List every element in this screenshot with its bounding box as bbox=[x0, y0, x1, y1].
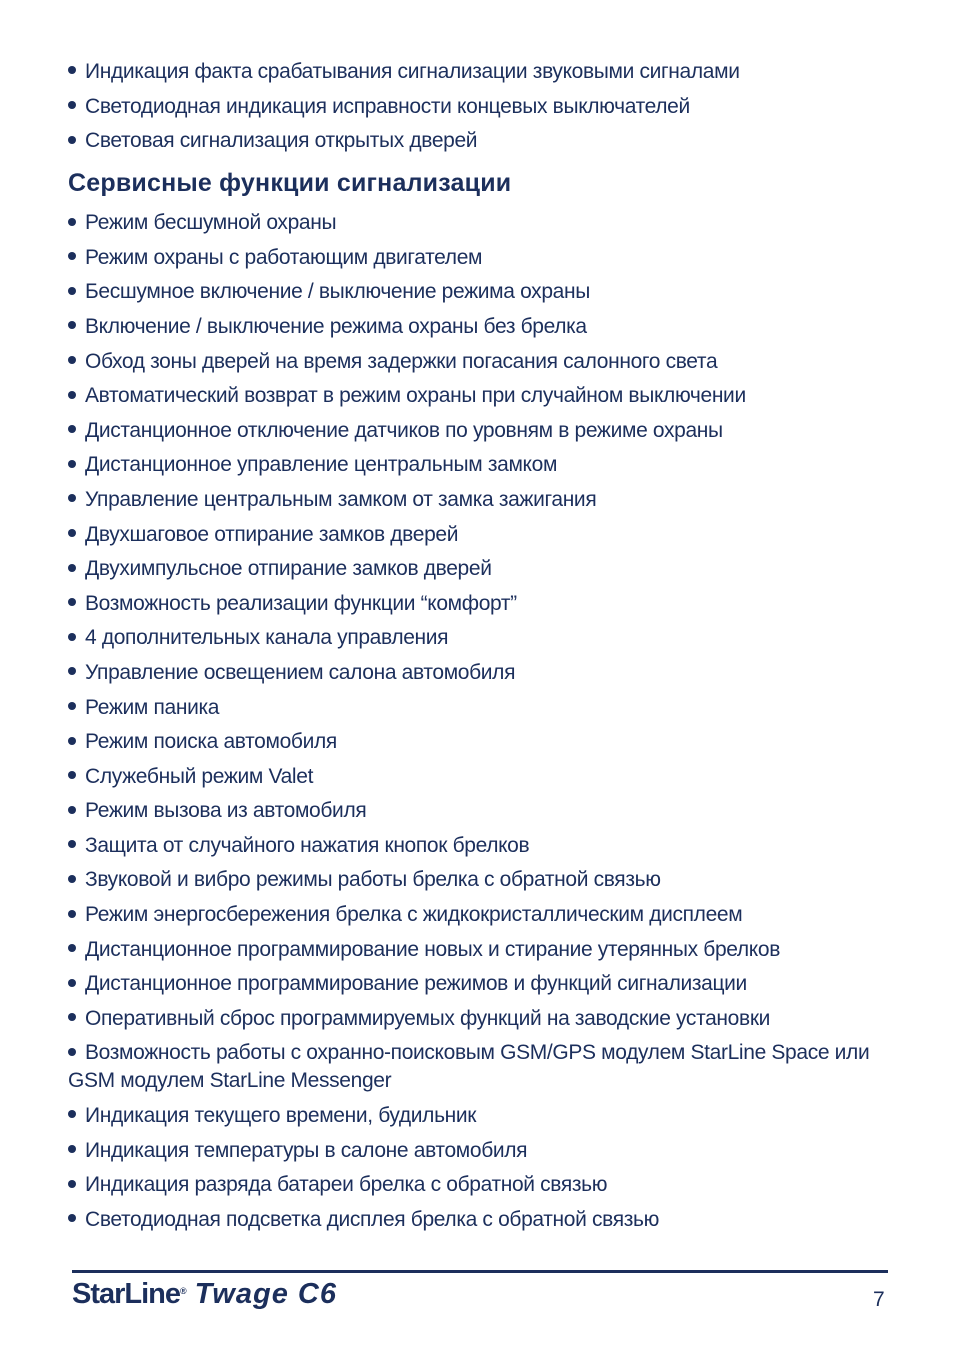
bullet-icon bbox=[68, 901, 85, 929]
bullet-icon bbox=[68, 694, 85, 722]
brand-logo bbox=[72, 1278, 337, 1311]
page-number: 7 bbox=[873, 1288, 885, 1311]
top-feature-list bbox=[68, 58, 898, 155]
brand-name: StarLine bbox=[72, 1278, 181, 1310]
list-item: Включение / выключение режима охраны без брелка bbox=[68, 313, 898, 341]
bullet-icon bbox=[68, 1206, 85, 1234]
list-item: Служебный режим Valet bbox=[68, 763, 898, 791]
bullet-icon bbox=[68, 763, 85, 791]
bullet-icon bbox=[68, 278, 85, 306]
bullet-icon bbox=[68, 486, 85, 514]
bullet-icon bbox=[68, 659, 85, 687]
service-feature-list bbox=[68, 209, 898, 1234]
list-item: Дистанционное программирование новых и стирание утерянных брелков bbox=[68, 936, 898, 964]
list-item: Светодиодная подсветка дисплея брелка с обратной связью bbox=[68, 1206, 898, 1234]
bullet-icon bbox=[68, 590, 85, 618]
list-item: 4 дополнительных канала управления bbox=[68, 624, 898, 652]
bullet-icon bbox=[68, 313, 85, 341]
bullet-icon bbox=[68, 58, 85, 86]
bullet-icon bbox=[68, 417, 85, 445]
bullet-icon bbox=[68, 521, 85, 549]
bullet-icon bbox=[68, 1039, 85, 1067]
bullet-icon bbox=[68, 936, 85, 964]
page-content bbox=[68, 58, 898, 1240]
list-item: Возможность реализации функции “комфорт” bbox=[68, 590, 898, 618]
list-item: Режим вызова из автомобиля bbox=[68, 797, 898, 825]
list-item: Управление центральным замком от замка зажигания bbox=[68, 486, 898, 514]
list-item: Индикация текущего времени, будильник bbox=[68, 1102, 898, 1130]
list-item: Звуковой и вибро режимы работы брелка с обратной связью bbox=[68, 866, 898, 894]
list-item: Индикация разряда батареи брелка с обратной связью bbox=[68, 1171, 898, 1199]
list-item: Режим энергосбережения брелка с жидкокристаллическим дисплеем bbox=[68, 901, 898, 929]
list-item: Двухшаговое отпирание замков дверей bbox=[68, 521, 898, 549]
list-item: Обход зоны дверей на время задержки погасания салонного света bbox=[68, 348, 898, 376]
list-item: Светодиодная индикация исправности концевых выключателей bbox=[68, 93, 898, 121]
list-item: Режим паника bbox=[68, 694, 898, 722]
bullet-icon bbox=[68, 244, 85, 272]
bullet-icon bbox=[68, 451, 85, 479]
list-item: Световая сигнализация открытых дверей bbox=[68, 127, 898, 155]
list-item: Режим бесшумной охраны bbox=[68, 209, 898, 237]
list-item: Автоматический возврат в режим охраны при случайном выключении bbox=[68, 382, 898, 410]
list-item: Режим поиска автомобиля bbox=[68, 728, 898, 756]
bullet-icon bbox=[68, 832, 85, 860]
list-item: Дистанционное управление центральным замком bbox=[68, 451, 898, 479]
footer-divider bbox=[72, 1270, 888, 1273]
bullet-icon bbox=[68, 1137, 85, 1165]
bullet-icon bbox=[68, 1102, 85, 1130]
list-item: Дистанционное программирование режимов и функций сигнализации bbox=[68, 970, 898, 998]
list-item: Индикация температуры в салоне автомобиля bbox=[68, 1137, 898, 1165]
bullet-icon bbox=[68, 209, 85, 237]
list-item: Дистанционное отключение датчиков по уровням в режиме охраны bbox=[68, 417, 898, 445]
bullet-icon bbox=[68, 127, 85, 155]
bullet-icon bbox=[68, 728, 85, 756]
list-item: Управление освещением салона автомобиля bbox=[68, 659, 898, 687]
bullet-icon bbox=[68, 348, 85, 376]
list-item: Оперативный сброс программируемых функций на заводские установки bbox=[68, 1005, 898, 1033]
list-item: Индикация факта срабатывания сигнализации звуковыми сигналами bbox=[68, 58, 898, 86]
bullet-icon bbox=[68, 797, 85, 825]
list-item: Защита от случайного нажатия кнопок брелков bbox=[68, 832, 898, 860]
list-item: Режим охраны с работающим двигателем bbox=[68, 244, 898, 272]
bullet-icon bbox=[68, 382, 85, 410]
bullet-icon bbox=[68, 970, 85, 998]
list-item: Возможность работы с охранно-поисковым GSM/GPS модулем StarLine Space или GSM модулем StarLine Messenger bbox=[68, 1041, 870, 1093]
list-item: Двухимпульсное отпирание замков дверей bbox=[68, 555, 898, 583]
bullet-icon bbox=[68, 93, 85, 121]
list-item: Бесшумное включение / выключение режима охраны bbox=[68, 278, 898, 306]
bullet-icon bbox=[68, 1005, 85, 1033]
section-title: Сервисные функции сигнализации bbox=[68, 169, 512, 198]
bullet-icon bbox=[68, 624, 85, 652]
bullet-icon bbox=[68, 866, 85, 894]
model-name: Twage C6 bbox=[194, 1278, 337, 1310]
registered-mark: ® bbox=[180, 1286, 187, 1296]
bullet-icon bbox=[68, 555, 85, 583]
bullet-icon bbox=[68, 1171, 85, 1199]
